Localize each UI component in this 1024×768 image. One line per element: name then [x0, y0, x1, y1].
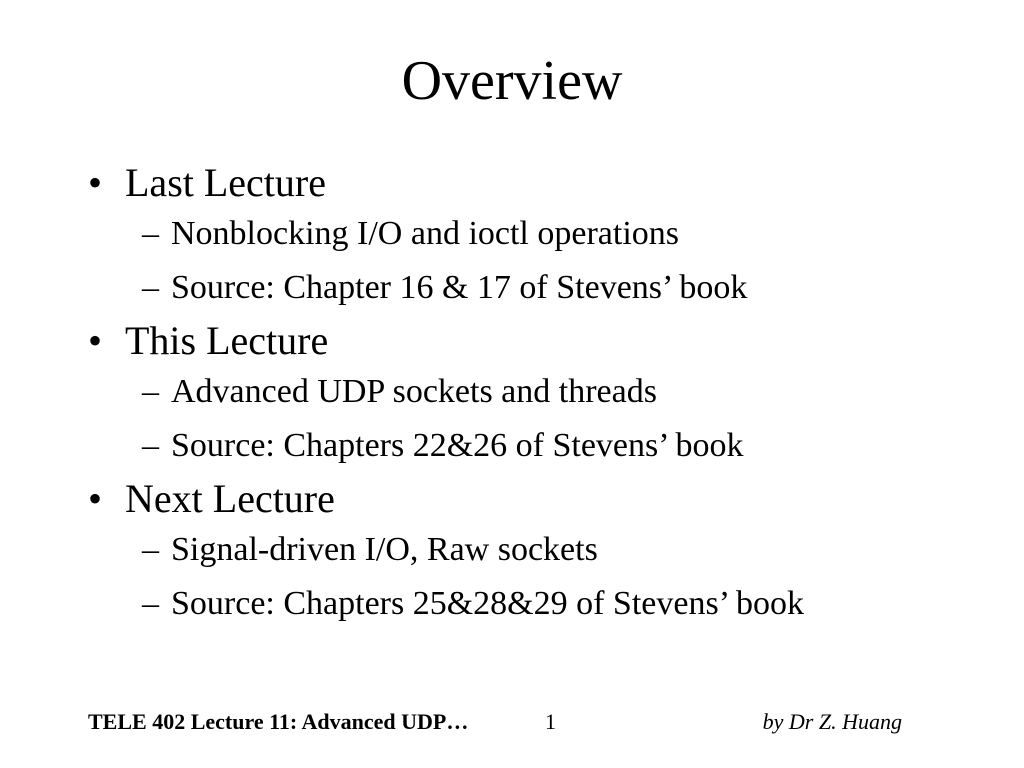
sub-item	[88, 524, 988, 578]
sub-item-text: Source: Chapter 16 & 17 of Stevens’ book	[171, 269, 748, 306]
sub-marker: –	[142, 373, 159, 410]
sub-item-text: Nonblocking I/O and ioctl operations	[171, 215, 680, 252]
sub-marker: –	[142, 427, 159, 464]
sub-marker: –	[142, 269, 159, 306]
bullet-heading: This Lecture	[125, 318, 329, 363]
bullet-marker: •	[88, 476, 103, 521]
sub-marker: –	[142, 531, 159, 568]
sub-marker: –	[142, 215, 159, 252]
sub-item-text: Source: Chapters 22&26 of Stevens’ book	[171, 427, 744, 464]
slide-title: Overview	[401, 50, 623, 112]
bullet-marker: •	[88, 160, 103, 205]
sub-item-text: Signal-driven I/O, Raw sockets	[171, 531, 598, 568]
sub-item	[88, 262, 988, 316]
bullet-heading: Next Lecture	[125, 476, 335, 521]
bullet-this-lecture	[88, 316, 988, 366]
sub-item	[88, 420, 988, 474]
sub-item	[88, 578, 988, 632]
bullet-marker: •	[88, 318, 103, 363]
sub-item	[88, 366, 988, 420]
footer-course-title: TELE 402 Lecture 11: Advanced UDP…	[88, 709, 469, 734]
sub-marker: –	[142, 585, 159, 622]
slide-body	[88, 158, 988, 632]
sub-item	[88, 208, 988, 262]
sub-item-text: Advanced UDP sockets and threads	[171, 373, 657, 410]
bullet-last-lecture	[88, 158, 988, 208]
bullet-heading: Last Lecture	[125, 160, 326, 205]
bullet-next-lecture	[88, 474, 988, 524]
footer-author: by Dr Z. Huang	[762, 709, 902, 734]
sub-item-text: Source: Chapters 25&28&29 of Stevens’ book	[171, 585, 805, 622]
footer-page-number: 1	[545, 709, 556, 734]
